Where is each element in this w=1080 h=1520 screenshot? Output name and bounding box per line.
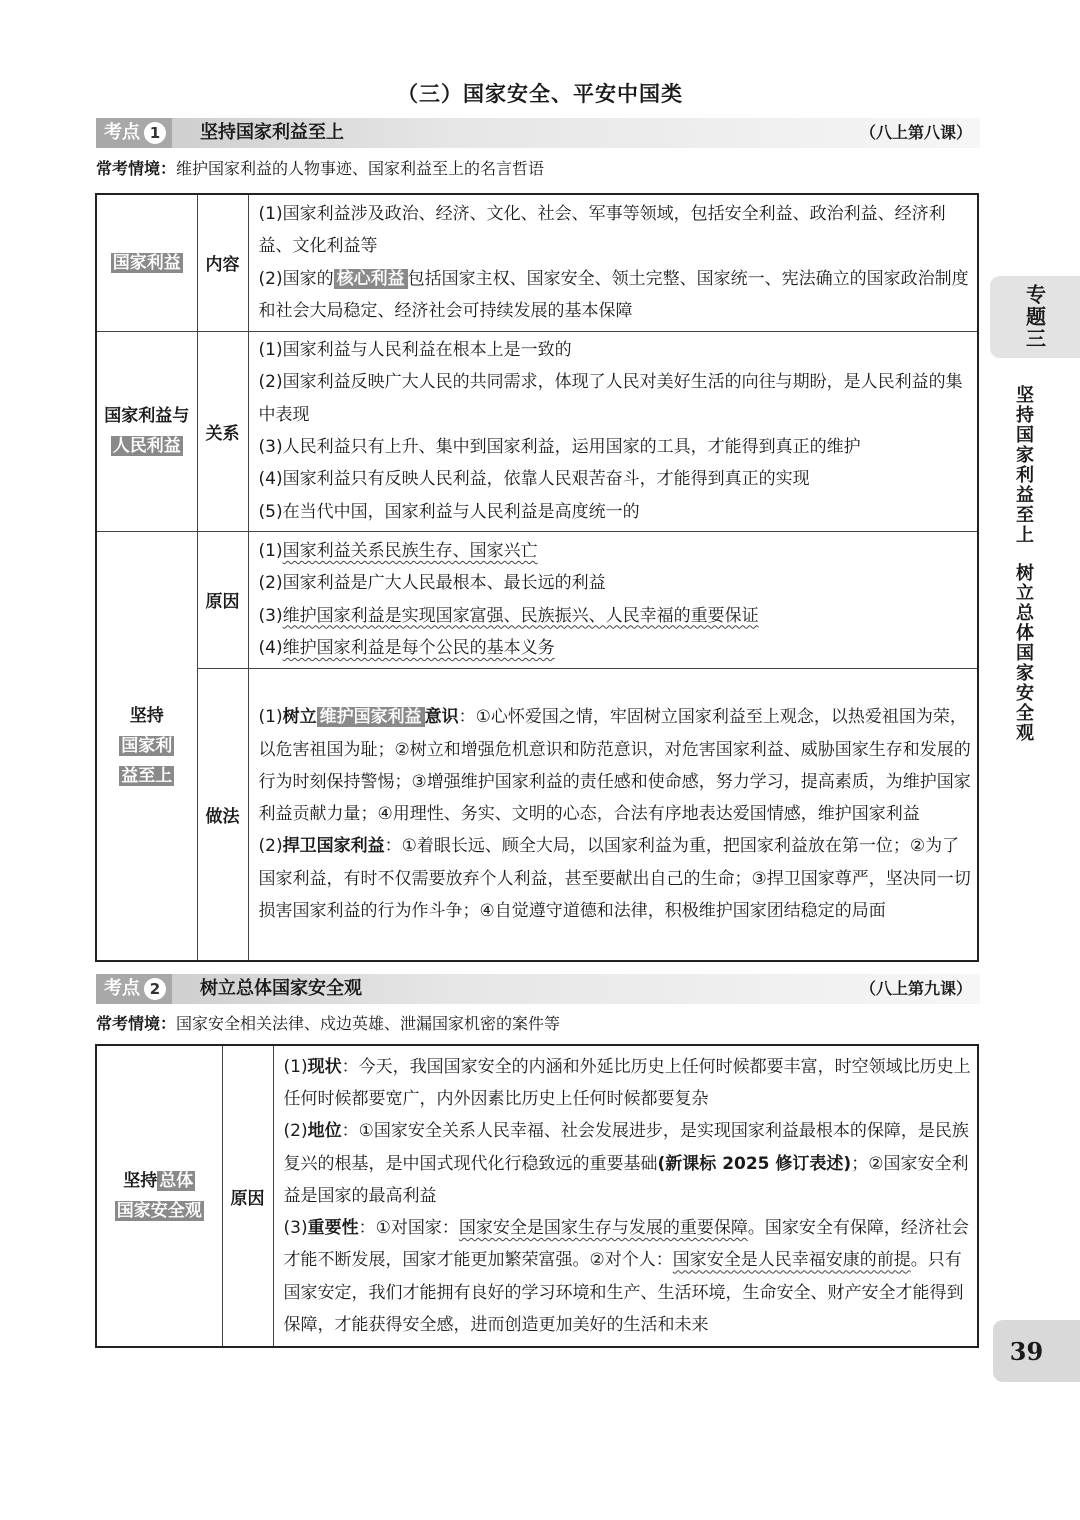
page-number: 39 <box>993 1320 1080 1382</box>
content-para: (3)重要性：①对国家：国家安全是国家生存与发展的重要保障。国家安全有保障，经济社会才能不断发展，国家才能更加繁荣富强。②对个人：国家安全是人民幸福安康的前提。只有国家安定，我们才能拥有良好的学习环境和生产、生活环境，生命安全、财产安全才能得到保障，才能获得安全感，进而创造更加美好的生活和未来 <box>283 1218 969 1336</box>
scene-text: 维护国家利益的人物事迹、国家利益至上的名言哲语 <box>176 159 545 178</box>
content-line: (1)国家利益与人民利益在根本上是一致的 <box>258 340 572 361</box>
content-line: (5)在当代中国，国家利益与人民利益是高度统一的 <box>258 501 640 522</box>
kaodian-2-table <box>95 1044 979 1348</box>
kaodian-2-title: 树立总体国家安全观 <box>200 978 362 999</box>
highlight-term: 总体 <box>159 1171 194 1191</box>
highlight-term: 国家安全观 <box>116 1201 202 1221</box>
highlight-term: 核心利益 <box>334 269 408 289</box>
content-line: (2)国家利益是广大人民最根本、最长远的利益 <box>258 573 606 594</box>
kaodian-2-header <box>96 974 980 1004</box>
kaodian-2-label-box <box>96 974 172 1004</box>
highlight-term: 国家利 <box>121 735 173 756</box>
kaodian-2-label: 考点 <box>104 978 140 999</box>
content-para: (2)捍卫国家利益：①着眼长远、顾全大局，以国家利益为重，把国家利益放在第一位；②为了国家利益，有时不仅需要放弃个人利益，甚至要献出自己的生命；③捍卫国家尊严，坚决同一切损害国家利益的行为作斗争；④自觉遵守道德和法律，积极维护国家团结稳定的局面 <box>258 836 971 921</box>
content-line: (2)国家利益反映广大人民的共同需求，体现了人民对美好生活的向往与期盼，是人民利益的集中表现 <box>258 372 963 425</box>
row-head: 坚持 国家利 益至上 <box>96 531 197 961</box>
highlight-term: 维护国家利益 <box>317 707 425 727</box>
table-row <box>96 331 978 531</box>
side-text-part-2: 树立总体国家安全观 <box>1013 563 1034 743</box>
highlight-term: 益至上 <box>121 765 173 786</box>
highlight-term: 国家利益 <box>112 252 181 273</box>
content-line: (1)国家利益关系民族生存、国家兴亡 <box>258 540 538 561</box>
content-line: (4)国家利益只有反映人民利益，依靠人民艰苦奋斗，才能得到真正的实现 <box>258 469 810 490</box>
content-line: (3)人民利益只有上升、集中到国家利益，运用国家的工具，才能得到真正的维护 <box>258 437 861 457</box>
kaodian-1-header <box>96 118 980 148</box>
row-content <box>273 1045 978 1347</box>
content-para: (1)树立 维护国家利益 意识：①心怀爱国之情，牢固树立国家利益至上观念，以热爱祖国为荣，以危害祖国为耻；②树立和增强危机意识和防范意识，对危害国家利益、威胁国家生存和发展的行为时刻保持警惕；③增强维护国家利益的责任感和使命感，努力学习，提高素质，为维护国家利益贡献力量；④用理性、务实、文明的心态，合法有序地表达爱国情感，维护国家利益 <box>258 707 971 825</box>
content-line: (1)国家利益涉及政治、经济、文化、社会、军事等领域，包括安全利益、政治利益、经济利益、文化利益等 <box>258 204 946 257</box>
kaodian-1-label: 考点 <box>104 122 140 143</box>
kaodian-2-scene <box>96 1012 560 1036</box>
content-line: (4)维护国家利益是每个公民的基本义务 <box>258 637 555 658</box>
row-content <box>248 531 978 668</box>
highlight-term: 人民利益 <box>112 436 181 456</box>
content-para: (2)地位：①国家安全关系人民幸福、社会发展进步，是实现国家利益最根本的保障，是民族复兴的根基，是中国式现代化行稳致远的重要基础(新课标 2025 修订表述)；②国家安全利益是国家的最高利益 <box>283 1121 969 1206</box>
table-row <box>96 668 978 961</box>
kaodian-1-number: 1 <box>144 122 166 144</box>
section-title: （三）国家安全、平安中国类 <box>397 82 683 106</box>
content-line: (3)维护国家利益是实现国家富强、民族振兴、人民幸福的重要保证 <box>258 605 759 626</box>
row-head: 坚持 总体 国家安全观 <box>96 1045 222 1347</box>
kaodian-2-number: 2 <box>144 978 166 1000</box>
row-head: 国家利益与 人民利益 <box>96 331 197 531</box>
row-sub: 原因 <box>197 531 248 668</box>
topic-side-tab: 专题三 <box>990 276 1080 358</box>
row-sub: 内容 <box>197 194 248 331</box>
scene-label: 常考情境： <box>96 1014 177 1033</box>
table-row <box>96 531 978 668</box>
side-text-part-1: 坚持国家利益至上 <box>1013 385 1034 545</box>
kaodian-1-table <box>95 193 979 962</box>
kaodian-1-scene <box>96 157 544 181</box>
scene-text: 国家安全相关法律、戍边英雄、泄漏国家机密的案件等 <box>176 1014 561 1033</box>
row-sub: 做法 <box>197 668 248 961</box>
row-content <box>248 331 978 531</box>
kaodian-1-label-box <box>96 118 172 148</box>
row-sub: 原因 <box>222 1045 273 1347</box>
content-line: (2)国家的 核心利益 包括国家主权、国家安全、领土完整、国家统一、宪法确立的国家政治制度和社会大局稳定、经济社会可持续发展的基本保障 <box>258 268 969 322</box>
row-content <box>248 668 978 961</box>
side-chapter-text <box>1000 385 1036 743</box>
row-head <box>96 194 197 331</box>
table-row <box>96 194 978 331</box>
kaodian-1-lesson: （八上第八课） <box>859 123 972 142</box>
row-sub: 关系 <box>197 331 248 531</box>
content-para: (1)现状：今天，我国国家安全的内涵和外延比历史上任何时候都要丰富，时空领域比历史上任何时候都要宽广，内外因素比历史上任何时候都要复杂 <box>283 1056 971 1109</box>
kaodian-2-lesson: （八上第九课） <box>859 979 972 998</box>
scene-label: 常考情境： <box>96 159 177 178</box>
kaodian-1-title: 坚持国家利益至上 <box>200 122 344 143</box>
row-content <box>248 194 978 331</box>
table-row <box>96 1045 978 1347</box>
